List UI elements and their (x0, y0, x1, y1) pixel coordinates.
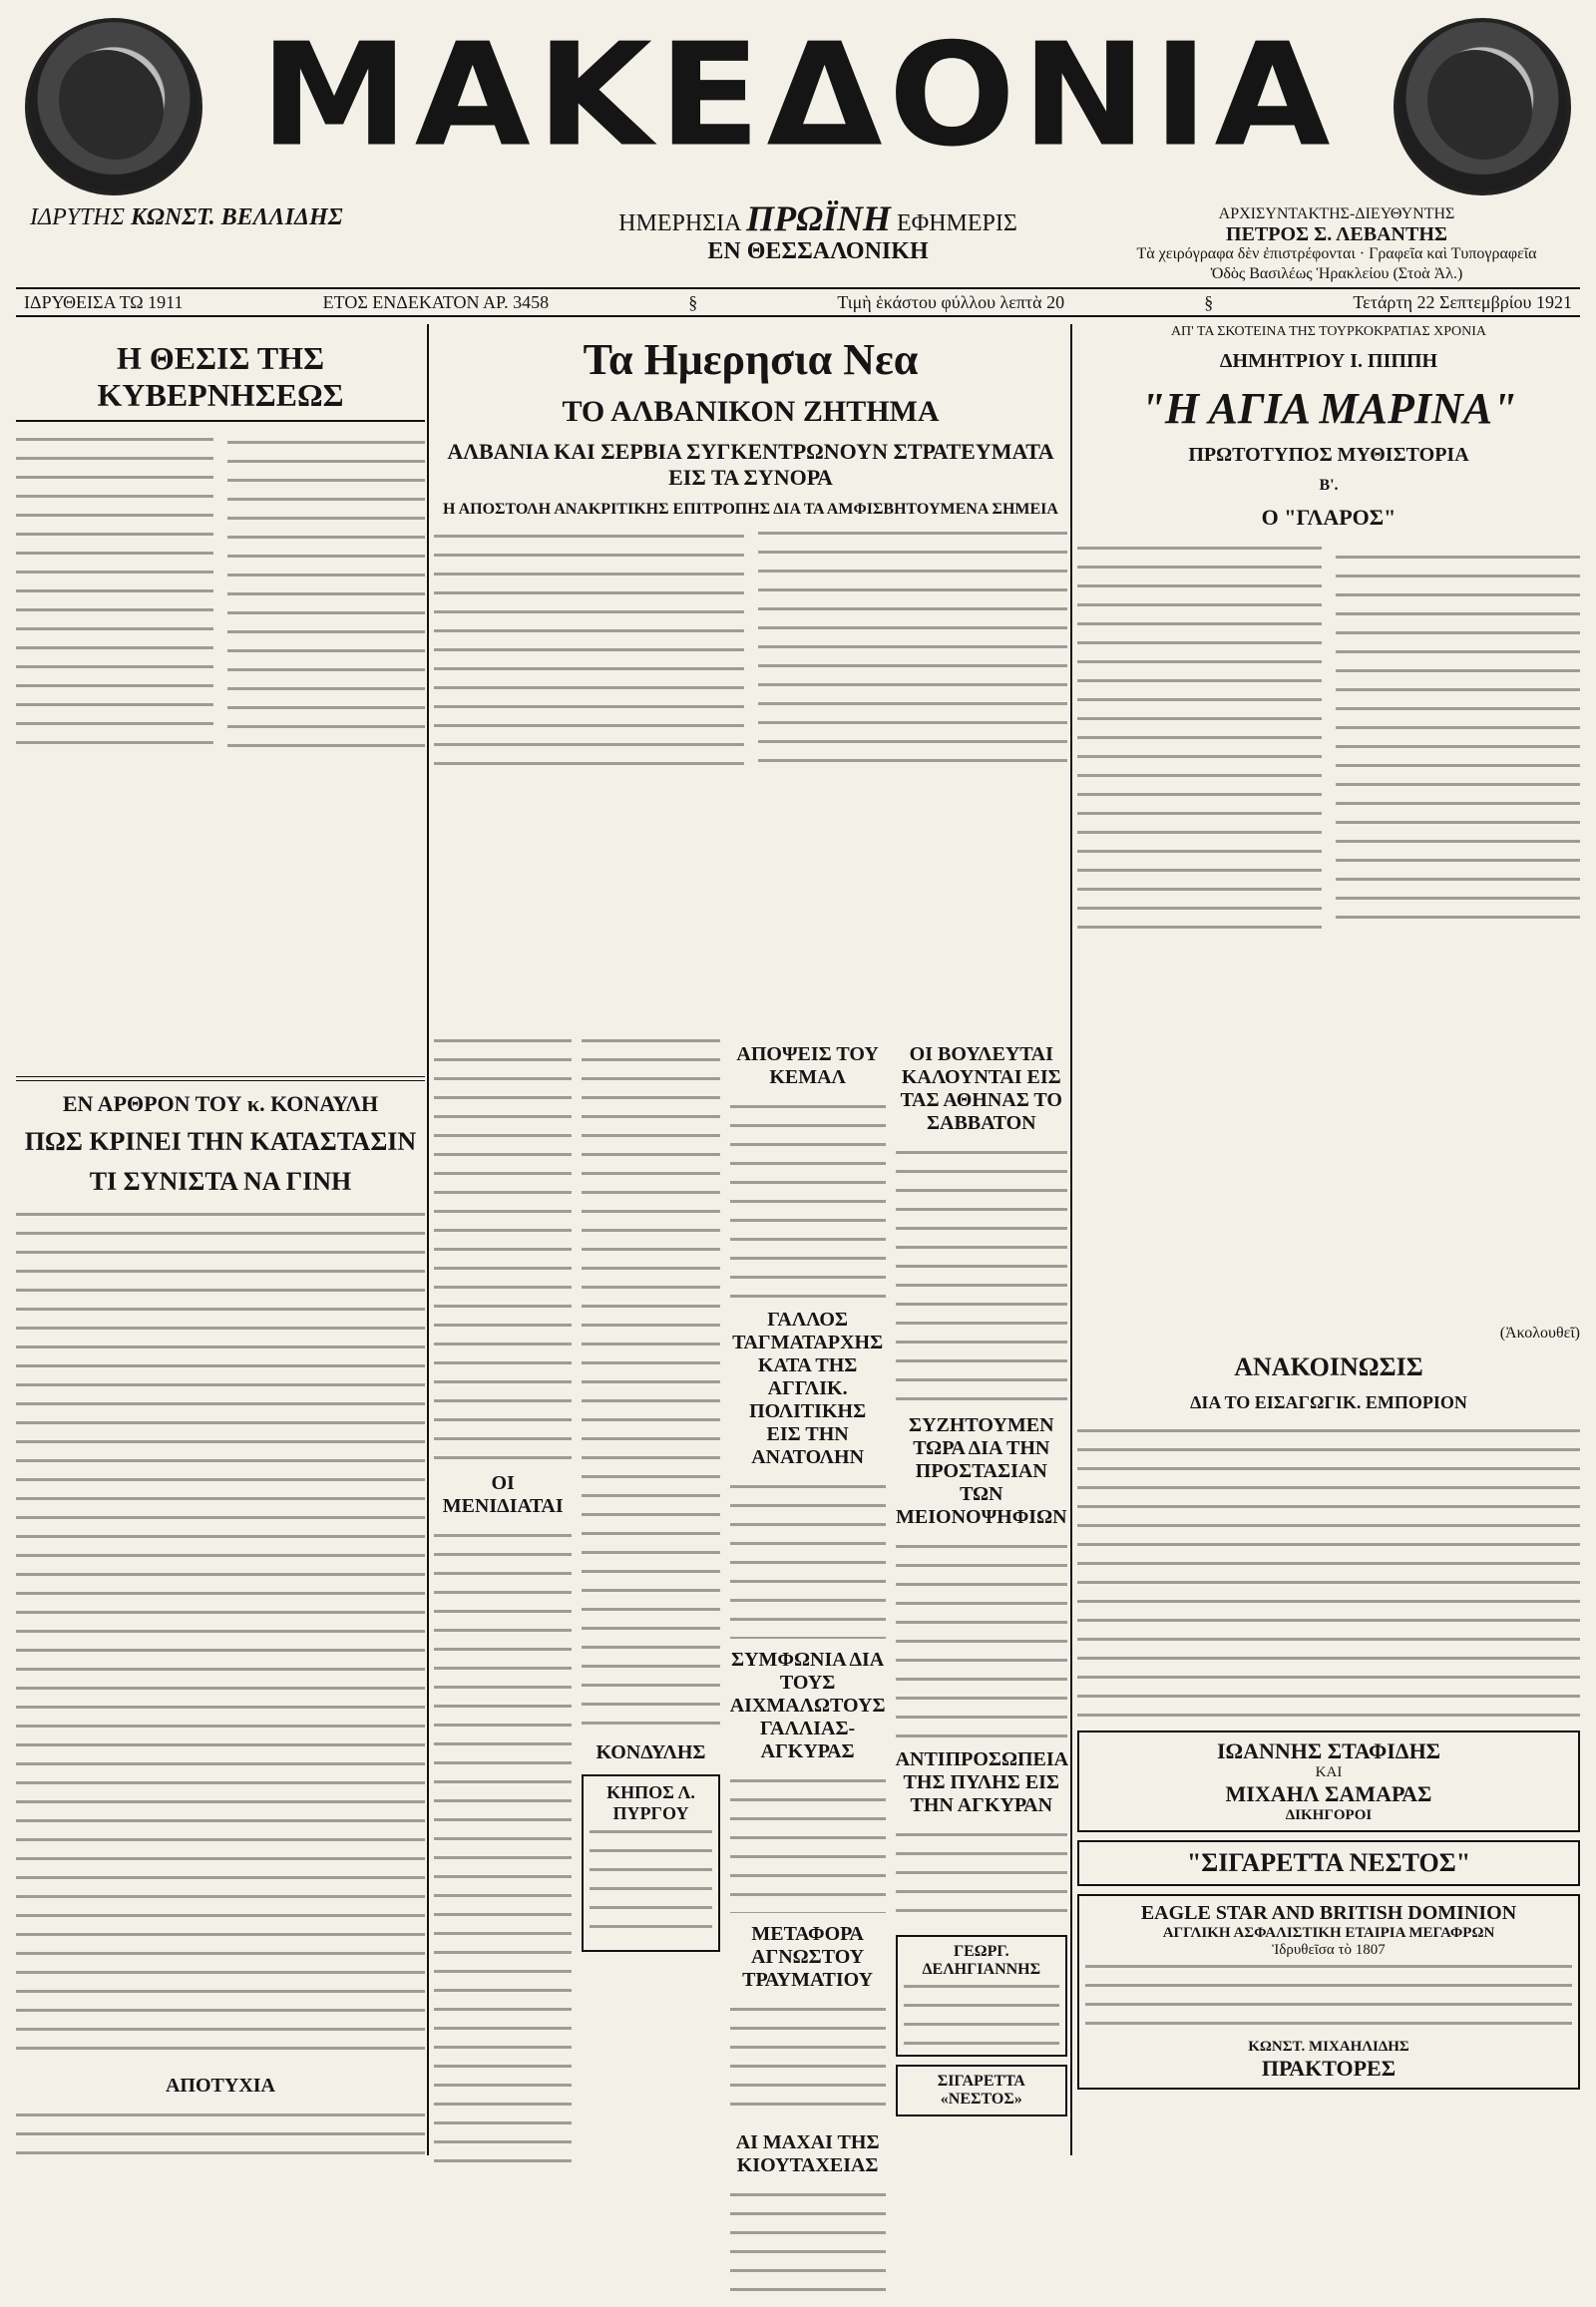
founded-year: ΙΔΡΥΘΕΙΣΑ ΤΩ 1911 (24, 291, 184, 312)
text-lines (434, 529, 1067, 778)
text-lines (896, 1827, 1067, 1927)
lawyers-ad (1077, 1730, 1580, 1832)
headline-kemal: ΑΠΟΨΕΙΣ ΤΟΥ ΚΕΜΑΛ (736, 1043, 879, 1088)
article-text (434, 529, 1067, 1027)
divider (16, 1076, 425, 1081)
ad-cigarette (896, 2065, 1067, 2116)
article-text (16, 432, 425, 1070)
headline-deputies: ΟΙ ΒΟΥΛΕΥΤΑΙ ΚΑΛΟΥΝΤΑΙ ΕΙΣ ΤΑΣ ΑΘΗΝΑΣ ΤΟ ΣΑΒΒΑΤΟΝ (900, 1043, 1062, 1134)
serial-author: ΔΗΜΗΤΡΙΟΥ Ι. ΠΙΠΠΗ (1219, 350, 1438, 372)
lawyers-label: ΔΙΚΗΓΟΡΟΙ (1285, 1807, 1373, 1823)
edition-type (559, 198, 1077, 265)
news-column (730, 1033, 886, 2307)
ad-garden-title: ΚΗΠΟΣ Λ. ΠΥΡΓΟΥ (606, 1782, 695, 1823)
text-lines (730, 2187, 886, 2307)
article-text (16, 1207, 425, 2065)
news-column (434, 1033, 572, 2307)
text-lines (16, 1207, 425, 2065)
nestos-ad (1077, 1840, 1580, 1886)
column-center (434, 324, 1069, 2176)
ad-pharmacist (896, 1935, 1067, 2057)
insurance-ad (1077, 1894, 1580, 2090)
founder-name: ΚΩΝΣΤ. ΒΕΛΛΙΔΗΣ (131, 204, 343, 230)
lawyers-and: ΚΑΙ (1315, 1764, 1343, 1780)
edition-daily: ΗΜΕΡΗΣΙΑ (618, 210, 741, 236)
headline-minorities: ΣΥΖΗΤΟΥΜΕΝ ΤΩΡΑ ΔΙΑ ΤΗΝ ΠΡΟΣΤΑΣΙΑΝ ΤΩΝ ΜΕΙΟΝΟΨΗΦΙΩΝ (896, 1414, 1067, 1528)
insurance-description: ΑΓΓΛΙΚΗ ΑΣΦΑΛΙΣΤΙΚΗ ΕΤΑΙΡΙΑ ΜΕΓΑΦΡΩΝ (1162, 1925, 1495, 1941)
announcement-block (1077, 1352, 1580, 1723)
text-lines (434, 1033, 572, 1462)
text-lines (896, 1539, 1067, 1738)
editor-label: ΑΡΧΙΣΥΝΤΑΚΤΗΣ-ΔΙΕΥΘΥΝΤΗΣ (1218, 205, 1455, 222)
signature-kondylis: ΚΟΝΔΥΛΗΣ (596, 1741, 706, 1763)
ad-garden (582, 1774, 719, 1952)
text-lines (582, 1033, 719, 1731)
editor-note: Τὰ χειρόγραφα δὲν ἐπιστρέφονται · Γραφεῖα καὶ Τυπογραφεῖα (1136, 245, 1537, 262)
column-divider (427, 324, 429, 2155)
news-column (582, 1033, 719, 2307)
text-lines (730, 1099, 886, 1299)
text-lines (904, 1979, 1059, 2049)
lawyer-1: ΙΩΑΝΝΗΣ ΣΤΑΦΙΔΗΣ (1216, 1738, 1441, 1763)
ad-pharmacist-title: ΓΕΩΡΓ. ΔΕΛΗΓΙΑΝΝΗΣ (922, 1943, 1041, 1978)
text-lines (16, 432, 425, 751)
nestos-title: "ΣΙΓΑΡΕΤΤΑ ΝΕΣΤΟΣ" (1186, 1848, 1471, 1877)
headline-delegation: ΑΝΤΙΠΡΟΣΩΠΕΙΑ ΤΗΣ ΠΥΛΗΣ ΕΙΣ ΤΗΝ ΑΓΚΥΡΑΝ (895, 1748, 1069, 1816)
headline-commission: Η ΑΠΟΣΤΟΛΗ ΑΝΑΚΡΙΤΙΚΗΣ ΕΠΙΤΡΟΠΗΣ ΔΙΑ ΤΑ ΑΜΦΙΣΒΗΤΟΥΜΕΝΑ ΣΗΜΕΙΑ (443, 501, 1058, 518)
editor-name: ΠΕΤΡΟΣ Σ. ΛΕΒΑΝΤΗΣ (1226, 223, 1447, 245)
text-lines (590, 1824, 711, 1944)
right-coin-emblem-icon (1394, 18, 1571, 195)
headline-menidiates: ΟΙ ΜΕΝΙΔΙΑΤΑΙ (442, 1472, 564, 1517)
left-coin-emblem-icon (25, 18, 202, 195)
editor-block (1097, 204, 1576, 284)
founder-label: ΙΔΡΥΤΗΣ (30, 204, 126, 230)
section-mark: § (1204, 291, 1214, 312)
text-lines (16, 2108, 425, 2167)
headline-battles: ΑΙ ΜΑΧΑΙ ΤΗΣ ΚΙΟΥΤΑΧΕΙΑΣ (735, 2131, 880, 2176)
serial-title: "Η ΑΓΙΑ ΜΑΡΙΝΑ" (1140, 384, 1517, 433)
news-grid (434, 1033, 1067, 2307)
insurance-agent: ΚΩΝΣΤ. ΜΙΧΑΗΛΙΔΗΣ (1248, 2039, 1409, 2055)
news-column (896, 1033, 1067, 2307)
serial-text (1077, 541, 1580, 1319)
serial-part: Β'. (1319, 477, 1339, 494)
serial-continue: (Ἀκολουθεῖ) (1499, 1325, 1580, 1342)
headline-government-position: Η ΘΕΣΙΣ ΤΗΣ ΚΥΒΕΡΝΗΣΕΩΣ (16, 334, 425, 422)
lawyer-2: ΜΙΧΑΗΛ ΣΑΜΑΡΑΣ (1225, 1781, 1432, 1806)
column-divider (1070, 324, 1072, 2155)
insurance-founded: Ἱδρυθεῖσα τὸ 1807 (1272, 1942, 1386, 1958)
text-lines (1077, 1423, 1580, 1723)
headline-failure: ΑΠΟΤΥΧΙΑ (165, 2075, 275, 2097)
insurance-company: EAGLE STAR AND BRITISH DOMINION (1140, 1902, 1517, 1924)
announcement-title: ΑΝΑΚΟΙΝΩΣΙΣ (1234, 1352, 1423, 1381)
founder-line (30, 204, 449, 231)
headline-prisoners: ΣΥΜΦΩΝΙΑ ΔΙΑ ΤΟΥΣ ΑΙΧΜΑΛΩΤΟΥΣ ΓΑΛΛΙΑΣ-ΑΓΚΥΡΑΣ (729, 1649, 886, 1762)
editor-address: Ὁδὸς Βασιλέως Ἡρακλείου (Στοὰ Ἀλ.) (1210, 265, 1463, 282)
masthead (0, 0, 1596, 282)
text-lines (730, 1479, 886, 1639)
headline-albania-serbia: ΑΛΒΑΝΙΑ ΚΑΙ ΣΕΡΒΙΑ ΣΥΓΚΕΝΤΡΩΝΟΥΝ ΣΤΡΑΤΕΥΜΑΤΑ ΕΙΣ ΤΑ ΣΥΝΟΡΑ (447, 439, 1054, 490)
headline-kondylis-article: ΕΝ ΑΡΘΡΟΝ ΤΟΥ κ. ΚΟΝΑΥΛΗ (62, 1091, 379, 1116)
section-mark: § (688, 291, 698, 312)
edition-morning: ΠΡΩΪΝΗ (746, 198, 891, 238)
serial-chapter: Ο "ΓΛΑΡΟΣ" (1261, 505, 1396, 530)
column-left (16, 324, 425, 2155)
issue-number: ΕΤΟΣ ΕΝΔΕΚΑΤΟΝ ΑΡ. 3458 (322, 291, 550, 312)
text-lines (1077, 541, 1580, 930)
headline-what-to-do: ΤΙ ΣΥΝΙΣΤΑ ΝΑ ΓΙΝΗ (89, 1167, 352, 1196)
section-daily-news: Τα Ημερησια Νεα (583, 335, 919, 384)
announcement-subtitle: ΔΙΑ ΤΟ ΕΙΣΑΓΩΓΙΚ. ΕΜΠΟΡΙΟΝ (1190, 1392, 1467, 1412)
headline-how-he-judges: ΠΩΣ ΚΡΙΝΕΙ ΤΗΝ ΚΑΤΑΣΤΑΣΙΝ (24, 1127, 417, 1156)
headline-major: ΓΑΛΛΟΣ ΤΑΓΜΑΤΑΡΧΗΣ ΚΑΤΑ ΤΗΣ ΑΓΓΛΙΚ. ΠΟΛΙΤΙΚΗΣ ΕΙΣ ΤΗΝ ΑΝΑΤΟΛΗΝ (732, 1309, 884, 1468)
newspaper-title: ΜΑΚΕΔΟΝΙΑ (259, 13, 1337, 179)
column-right (1077, 324, 1580, 2155)
insurance-agents-title: ΠΡΑΚΤΟΡΕΣ (1261, 2056, 1396, 2081)
article-text (16, 2108, 425, 2167)
text-lines (730, 1773, 886, 1913)
serial-kicker: ΑΠ' ΤΑ ΣΚΟΤΕΙΝΑ ΤΗΣ ΤΟΥΡΚΟΚΡΑΤΙΑΣ ΧΡΟΝΙΑ (1170, 324, 1487, 339)
text-lines (434, 1528, 572, 2166)
serial-subtitle: ΠΡΩΤΟΤΥΠΟΣ ΜΥΘΙΣΤΟΡΙΑ (1188, 444, 1469, 466)
issue-date: Τετάρτη 22 Σεπτεμβρίου 1921 (1353, 291, 1572, 312)
text-lines (1085, 1959, 1572, 2039)
headline-albanian-question: ΤΟ ΑΛΒΑΝΙΚΟΝ ΖΗΤΗΜΑ (562, 395, 940, 428)
text-lines (896, 1145, 1067, 1404)
edition-newspaper: ΕΦΗΜΕΡΙΣ (897, 210, 1017, 236)
dateline-bar (16, 287, 1580, 317)
text-lines (730, 2002, 886, 2121)
issue-price: Τιμὴ ἑκάστου φύλλου λεπτὰ 20 (837, 291, 1065, 312)
edition-city: ΕΝ ΘΕΣΣΑΛΟΝΙΚΗ (707, 238, 929, 264)
ad-cigarette-title: ΣΙΓΑΡΕΤΤΑ «ΝΕΣΤΟΣ» (937, 2073, 1025, 2108)
headline-transport: ΜΕΤΑΦΟΡΑ ΑΓΝΩΣΤΟΥ ΤΡΑΥΜΑΤΙΟΥ (742, 1923, 874, 1991)
